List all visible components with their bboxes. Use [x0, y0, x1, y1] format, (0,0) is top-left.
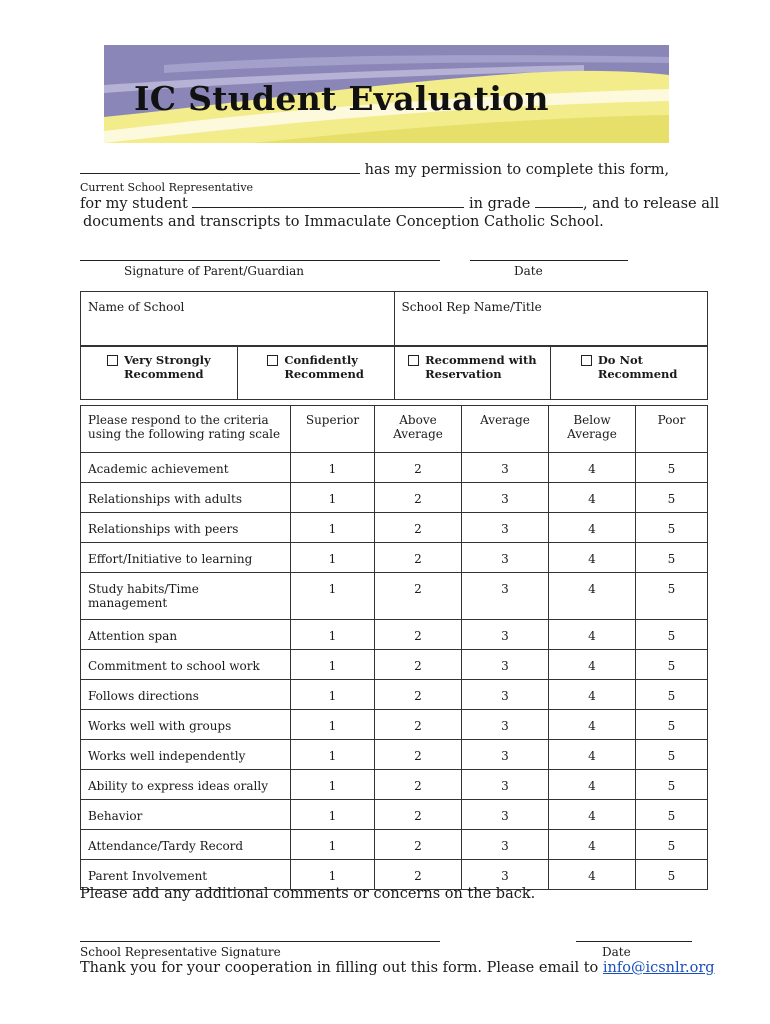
criteria-label: Commitment to school work: [81, 650, 291, 680]
rating-option[interactable]: 2: [375, 620, 462, 650]
rating-option[interactable]: 1: [291, 620, 375, 650]
rating-option[interactable]: 2: [375, 680, 462, 710]
rating-header: Superior: [291, 406, 375, 453]
rating-option[interactable]: 4: [549, 830, 636, 860]
rating-option[interactable]: 1: [291, 860, 375, 890]
date-label: Date: [514, 264, 543, 278]
rep-date-line[interactable]: [576, 941, 692, 942]
criteria-label: Works well with groups: [81, 710, 291, 740]
rating-option[interactable]: 5: [636, 710, 708, 740]
thanks-text: Thank you for your cooperation in filling out this form. Please email to: [80, 960, 599, 976]
recommendation-option[interactable]: Do Not Recommend: [551, 347, 708, 400]
rating-option[interactable]: 5: [636, 770, 708, 800]
table-row: [81, 620, 708, 650]
permission-line-2: [80, 196, 719, 212]
criteria-label: Effort/Initiative to learning: [81, 543, 291, 573]
criteria-label: Works well independently: [81, 740, 291, 770]
rating-option[interactable]: 4: [549, 543, 636, 573]
permission-line-3: documents and transcripts to Immaculate Conception Catholic School.: [83, 214, 604, 230]
criteria-label: Study habits/Time management: [81, 573, 291, 620]
rating-option[interactable]: 2: [375, 453, 462, 483]
criteria-label: Parent Involvement: [81, 860, 291, 890]
rating-header: Below Average: [549, 406, 636, 453]
rating-option[interactable]: 1: [291, 770, 375, 800]
table-row: [81, 800, 708, 830]
permission-text: has my permission to complete this form,: [364, 162, 670, 178]
rep-signature-line[interactable]: [80, 941, 440, 942]
rating-option[interactable]: 3: [462, 680, 549, 710]
rating-table: [80, 405, 708, 890]
school-name-label: Name of School: [88, 300, 185, 314]
rating-header-row: [81, 406, 708, 453]
student-name-blank[interactable]: [192, 196, 464, 208]
table-row: [81, 770, 708, 800]
rating-option[interactable]: 1: [291, 453, 375, 483]
criteria-label: Relationships with peers: [81, 513, 291, 543]
criteria-prompt: Please respond to the criteria using the following rating scale: [81, 406, 291, 453]
rating-option[interactable]: 3: [462, 650, 549, 680]
rating-option[interactable]: 5: [636, 453, 708, 483]
table-row: [81, 513, 708, 543]
criteria-label: Attendance/Tardy Record: [81, 830, 291, 860]
rating-option[interactable]: 5: [636, 483, 708, 513]
rating-option[interactable]: 2: [375, 830, 462, 860]
rating-option[interactable]: 2: [375, 483, 462, 513]
release-text: , and to release all: [582, 196, 720, 212]
rating-option[interactable]: 2: [375, 800, 462, 830]
table-row: [81, 830, 708, 860]
rating-header: Poor: [636, 406, 708, 453]
rating-option[interactable]: 4: [549, 650, 636, 680]
rating-option[interactable]: 5: [636, 800, 708, 830]
rating-option[interactable]: 1: [291, 680, 375, 710]
criteria-label: Ability to express ideas orally: [81, 770, 291, 800]
table-row: [81, 860, 708, 890]
rating-option[interactable]: 3: [462, 770, 549, 800]
recommendation-option[interactable]: Very Strongly Recommend: [81, 347, 238, 400]
rating-option[interactable]: 1: [291, 740, 375, 770]
rating-option[interactable]: 2: [375, 543, 462, 573]
rating-option[interactable]: 4: [549, 680, 636, 710]
rating-option[interactable]: 5: [636, 543, 708, 573]
parent-signature-line[interactable]: [80, 260, 440, 261]
recommendation-table: [80, 346, 708, 400]
rating-option[interactable]: 5: [636, 860, 708, 890]
permission-line-1: [80, 162, 669, 178]
student-label: for my student: [80, 196, 188, 212]
thanks-line: [80, 960, 715, 976]
table-row: [81, 680, 708, 710]
rating-option[interactable]: 4: [549, 453, 636, 483]
rating-option[interactable]: 2: [375, 710, 462, 740]
school-rep-label: School Rep Name/Title: [401, 300, 542, 314]
checkbox-icon[interactable]: [581, 355, 592, 366]
rating-option[interactable]: 1: [291, 483, 375, 513]
rating-option[interactable]: 1: [291, 573, 375, 620]
rating-header: Above Average: [375, 406, 462, 453]
rating-option[interactable]: 3: [462, 740, 549, 770]
rating-option[interactable]: 3: [462, 573, 549, 620]
rating-option[interactable]: 4: [549, 620, 636, 650]
rating-option[interactable]: 4: [549, 710, 636, 740]
recommendation-option[interactable]: Confidently Recommend: [237, 347, 394, 400]
table-row: [81, 740, 708, 770]
rep-signature-label: School Representative Signature: [80, 945, 281, 959]
rep-name-blank[interactable]: [80, 162, 360, 174]
rating-option[interactable]: 5: [636, 830, 708, 860]
rating-option[interactable]: 3: [462, 860, 549, 890]
rating-option[interactable]: 4: [549, 860, 636, 890]
rating-option[interactable]: 4: [549, 513, 636, 543]
rating-option[interactable]: 2: [375, 513, 462, 543]
school-name-cell[interactable]: [81, 292, 395, 346]
school-info-table: [80, 291, 708, 346]
rating-option[interactable]: 1: [291, 650, 375, 680]
table-row: [81, 573, 708, 620]
rating-option[interactable]: 4: [549, 800, 636, 830]
rating-option[interactable]: 3: [462, 800, 549, 830]
criteria-label: Academic achievement: [81, 453, 291, 483]
rep-date-label: Date: [602, 945, 631, 959]
email-link[interactable]: info@icsnlr.org: [602, 960, 715, 976]
rating-option[interactable]: 5: [636, 620, 708, 650]
criteria-label: Behavior: [81, 800, 291, 830]
signature-label: Signature of Parent/Guardian: [124, 264, 305, 278]
table-row: [81, 650, 708, 680]
rating-option[interactable]: 2: [375, 860, 462, 890]
rating-option[interactable]: 3: [462, 483, 549, 513]
rating-option[interactable]: 3: [462, 620, 549, 650]
rating-option[interactable]: 4: [549, 483, 636, 513]
rating-option[interactable]: 5: [636, 680, 708, 710]
rating-option[interactable]: 3: [462, 513, 549, 543]
rating-option[interactable]: 5: [636, 650, 708, 680]
school-rep-cell[interactable]: [394, 292, 708, 346]
rating-option[interactable]: 3: [462, 543, 549, 573]
rating-option[interactable]: 1: [291, 800, 375, 830]
rating-option[interactable]: 1: [291, 543, 375, 573]
rating-option[interactable]: 1: [291, 710, 375, 740]
checkbox-icon[interactable]: [107, 355, 118, 366]
grade-blank[interactable]: [535, 196, 583, 208]
rating-option[interactable]: 1: [291, 830, 375, 860]
criteria-label: Attention span: [81, 620, 291, 650]
rating-header: Average: [462, 406, 549, 453]
rating-option[interactable]: 4: [549, 770, 636, 800]
rep-label: Current School Representative: [80, 181, 254, 194]
table-row: [81, 710, 708, 740]
rating-option[interactable]: 4: [549, 573, 636, 620]
header-banner: [104, 45, 669, 143]
checkbox-icon[interactable]: [408, 355, 419, 366]
rating-option[interactable]: 3: [462, 830, 549, 860]
rating-option[interactable]: 3: [462, 710, 549, 740]
page-title: IC Student Evaluation: [134, 79, 549, 118]
parent-date-line[interactable]: [470, 260, 628, 261]
rating-option[interactable]: 5: [636, 740, 708, 770]
rating-option[interactable]: 2: [375, 573, 462, 620]
comments-note: Please add any additional comments or concerns on the back.: [80, 886, 536, 902]
rating-option[interactable]: 1: [291, 513, 375, 543]
checkbox-icon[interactable]: [267, 355, 278, 366]
rating-option[interactable]: 2: [375, 650, 462, 680]
rating-option[interactable]: 5: [636, 573, 708, 620]
rating-option[interactable]: 3: [462, 453, 549, 483]
recommendation-option[interactable]: Recommend with Reservation: [394, 347, 551, 400]
table-row: [81, 483, 708, 513]
rating-option[interactable]: 2: [375, 770, 462, 800]
table-row: [81, 453, 708, 483]
grade-label: in grade: [469, 196, 531, 212]
criteria-label: Relationships with adults: [81, 483, 291, 513]
criteria-label: Follows directions: [81, 680, 291, 710]
rating-option[interactable]: 4: [549, 740, 636, 770]
table-row: [81, 543, 708, 573]
rating-option[interactable]: 2: [375, 740, 462, 770]
rating-option[interactable]: 5: [636, 513, 708, 543]
